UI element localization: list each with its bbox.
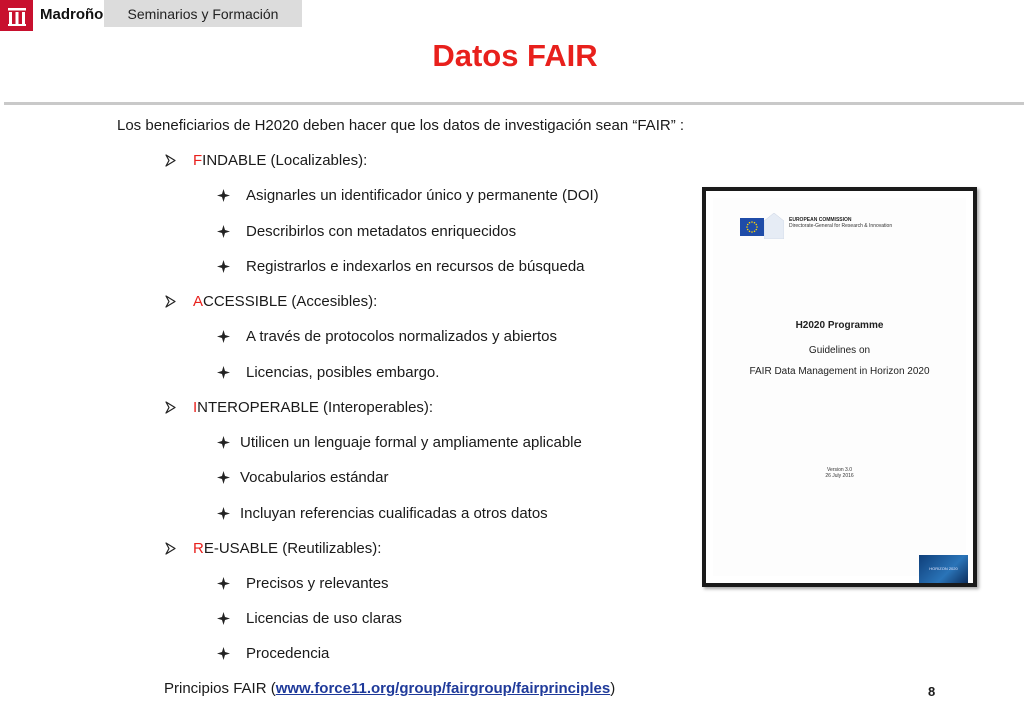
- cover-version: Version 3.0: [826, 467, 853, 473]
- list-item: [217, 328, 557, 345]
- brand-name: Madroño: [40, 6, 104, 23]
- intro-text: Los beneficiarios de H2020 deben hacer que los datos de investigación sean “FAIR” :: [117, 117, 685, 134]
- section-initial: F: [193, 152, 203, 169]
- list-item: [217, 575, 389, 592]
- list-item-text: Describirlos con metadatos enriquecidos: [246, 223, 517, 240]
- list-item: [217, 258, 585, 275]
- commission-emblem-icon: [764, 213, 784, 239]
- diamond-bullet-icon: [217, 507, 230, 520]
- arrow-bullet-icon: [165, 542, 176, 555]
- list-item: [217, 645, 329, 662]
- list-item: [217, 610, 402, 627]
- diamond-bullet-icon: [217, 577, 230, 590]
- diamond-bullet-icon: [217, 436, 230, 449]
- arrow-bullet-icon: [165, 154, 176, 167]
- badge-text: HORIZON 2020: [929, 566, 958, 571]
- section-accessible: [165, 293, 377, 310]
- list-item-text: Licencias, posibles embargo.: [246, 364, 440, 381]
- list-item-text: A través de protocolos normalizados y abiertos: [246, 328, 557, 345]
- diamond-bullet-icon: [217, 330, 230, 343]
- diamond-bullet-icon: [217, 225, 230, 238]
- list-item: [217, 223, 516, 240]
- arrow-bullet-icon: [165, 401, 176, 414]
- footer-prefix: Principios FAIR (: [164, 680, 276, 697]
- cover-guidelines-line2: FAIR Data Management in Horizon 2020: [749, 366, 930, 377]
- madrono-logo: [0, 0, 33, 31]
- page-number: 8: [928, 684, 936, 699]
- diamond-bullet-icon: [217, 471, 230, 484]
- diamond-bullet-icon: [217, 366, 230, 379]
- fair-principles-reference: [164, 680, 615, 697]
- series-tab: Seminarios y Formación: [104, 0, 302, 27]
- cover-guidelines-line1: Guidelines on: [808, 345, 871, 356]
- fair-principles-link[interactable]: www.force11.org/group/fairgroup/fairprinciples: [275, 680, 611, 697]
- diamond-bullet-icon: [217, 260, 230, 273]
- section-label: CCESSIBLE (Accesibles):: [203, 293, 378, 310]
- diamond-bullet-icon: [217, 189, 230, 202]
- title-divider: [4, 102, 1024, 105]
- cover-dg: Directorate-General for Research & Innovation: [789, 223, 893, 229]
- building-icon: [6, 5, 28, 27]
- list-item-text: Precisos y relevantes: [246, 575, 389, 592]
- cover-org: EUROPEAN COMMISSION: [789, 217, 852, 223]
- section-initial: R: [193, 540, 204, 557]
- list-item: [217, 469, 388, 486]
- list-item-text: Utilicen un lenguaje formal y ampliamente aplicable: [240, 434, 582, 451]
- section-label: NTEROPERABLE (Interoperables):: [197, 399, 434, 416]
- section-label: E-USABLE (Reutilizables):: [203, 540, 382, 557]
- section-initial: A: [193, 293, 204, 310]
- arrow-bullet-icon: [165, 295, 176, 308]
- diamond-bullet-icon: [217, 612, 230, 625]
- list-item-text: Incluyan referencias cualificadas a otros datos: [240, 505, 548, 522]
- cover-date: 26 July 2016: [825, 473, 854, 479]
- cover-page: [713, 198, 966, 576]
- list-item: [217, 505, 548, 522]
- list-item: [217, 434, 582, 451]
- section-interoperable: [165, 399, 433, 416]
- list-item-text: Registrarlos e indexarlos en recursos de búsqueda: [246, 258, 585, 275]
- section-initial: I: [193, 399, 198, 416]
- list-item-text: Procedencia: [246, 645, 330, 662]
- section-label: INDABLE (Localizables):: [202, 152, 368, 169]
- section-findable: [165, 152, 367, 169]
- list-item: [217, 187, 599, 204]
- list-item-text: Licencias de uso claras: [246, 610, 402, 627]
- section-reusable: [165, 540, 381, 557]
- eu-flag-icon: [740, 218, 764, 236]
- footer-suffix: ): [610, 680, 616, 697]
- horizon-2020-badge: [919, 555, 968, 583]
- diamond-bullet-icon: [217, 647, 230, 660]
- cover-programme: H2020 Programme: [795, 320, 884, 331]
- list-item-text: Asignarles un identificador único y permanente (DOI): [246, 187, 599, 204]
- slide-title: Datos FAIR: [432, 38, 598, 73]
- list-item-text: Vocabularios estándar: [240, 469, 389, 486]
- guidelines-cover-image: [702, 187, 977, 587]
- list-item: [217, 364, 439, 381]
